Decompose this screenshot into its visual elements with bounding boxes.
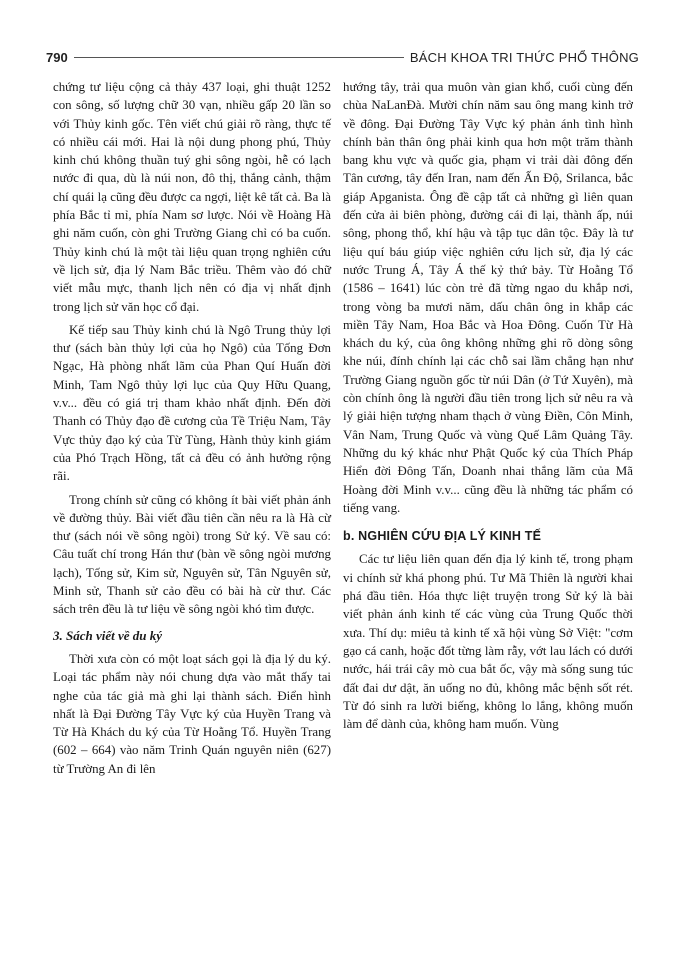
paragraph: Các tư liệu liên quan đến địa lý kinh tế, trong phạm vi chính sử khá phong phú. Tư Mã Thiên là người khai phá đầu tiên. Hóa thực liệt truyện trong Sử ký là bài viết phản ánh kinh tế các vùng của Trung Quốc thời xưa. Thí dụ: miêu tả kinh tế xã hội vùng Sở Việt: "cơm gạo cá canh, hoặc đốt từng làm rẫy, vớt lau lách có dưới nước, hái trái cây mò cua bắt ốc, vậy mà sống sung túc đất đai dư dật, ăn uống no đủ, không mắc bệnh sốt rét. Từ đó sinh ra lười biếng, không lo lắng, không muốn làm để dành của, không ham muốn. Vùng — [343, 552, 633, 732]
page-header — [46, 47, 639, 67]
header-rule — [74, 57, 404, 58]
paragraph: Kế tiếp sau Thủy kinh chú là Ngô Trung thủy lợi thư (sách bàn thủy lợi của họ Ngô) của Tống Đơn Ngạc, Hà phòng nhất lãm của Phan Quí Huấn đời Minh, Tam Ngô thủy lợi lục của Quy Hữu Quang, v.v... đều có giá trị tham khảo nhất định. Đến đời Thanh có Thủy đạo đề cương của Tề Triệu Nam, Tây Vực thủy đạo ký của Từ Tùng, Hành thủy kinh giám của Phó Trạch Hồng, tất cả đều có ảnh hưởng rộng rãi. — [53, 322, 331, 484]
right-column — [343, 78, 633, 733]
running-title: BÁCH KHOA TRI THỨC PHỔ THÔNG — [409, 49, 639, 65]
page-number: 790 — [46, 49, 68, 65]
section-heading: b. NGHIÊN CỨU ĐỊA LÝ KINH TẾ — [343, 529, 542, 544]
paragraph: chứng tư liệu cộng cả thảy 437 loại, ghi thuật 1252 con sông, số lượng chữ 30 vạn, nhiều gấp 20 lần so với Thủy kinh gốc. Tên viết chú giải rõ ràng, thực tế có nhiều cái mới. Hai là nội dung phong phú, Thủy kinh chú không thuần tuý ghi sông ngòi, hễ có lạch nước đi qua, dù là núi non, đô thị, thắng cảnh, thậm chí quái lạ cũng đều được ca ngợi, liệt kê tất cả. Ba là phía Bắc tỉ mỉ, phía Nam sơ lược. Nói về Hoàng Hà ghi năm cuốn, còn ghi Trường Giang chỉ có ba cuốn. Thủy kinh chú là một tài liệu quan trọng nghiên cứu về lịch sử, địa lý Nam Bắc triều. Thêm vào đó chữ viết mẫu mực, thanh lịch nên có địa vị nhất định trong lịch sử văn học cổ đại. — [53, 80, 331, 314]
paragraph: Trong chính sử cũng có không ít bài viết phản ánh về đường thủy. Bài viết đầu tiên cần nêu ra là Hà cừ thư (sách nói về sông ngòi) trong Sử ký. Về sau có: Câu tuất chí trong Hán thư (bàn về sông ngòi mương lạch), Tống sử, Kim sử, Nguyên sử, Tân Nguyên sử, Minh sử, Thanh sử cảo đều có bài hà cừ thư. Các sách trên đều là tư liệu về sông ngòi khó tìm được. — [53, 492, 331, 617]
section-heading: 3. Sách viết về du ký — [53, 627, 163, 643]
paragraph: Thời xưa còn có một loạt sách gọi là địa lý du ký. Loại tác phẩm này nói chung dựa vào mắt thấy tai nghe của tác giả mà ghi lại thành sách. Điển hình nhất là Đại Đường Tây Vực ký của Huyền Trang và Từ Hà Khách du ký của Từ Hoằng Tổ. Huyền Trang (602 – 664) vào năm Trinh Quán nguyên niên (627) từ Trường An đi lên — [53, 651, 331, 776]
paragraph: hướng tây, trải qua muôn vàn gian khổ, cuối cùng đến chùa NaLanĐà. Mười chín năm sau ông mang kinh trở về đông. Đại Đường Tây Vực ký phản ánh tình hình chính bản thân ông phải kinh qua hơn một trăm thành bang khu vực và quốc gia, phạm vi trải dài đông đến Tân cương, tây đến Iran, nam đến Ấn Độ, Srilanca, bắc giáp Apganista. Ông đề cập tất cả những gì liên quan đến cửa ải biên phòng, đường cái đi lại, thành ấp, núi sông, phong thổ, khí hậu và tập tục dân tộc. Đây là tư liệu quí báu giúp việc nghiên cứu lịch sử, địa lý các nước Trung Á, Tây Á thế kỷ thứ bảy. Từ Hoằng Tổ (1586 – 1641) lúc còn trẻ đã từng ngao du khắp nơi, trong vòng ba mươi năm, dấu chân ông in khắp các miền Tây Nam, Hoa Bắc và Hoa Đông. Cuốn Từ Hà khách du ký, của ông không những ghi rõ dòng sông khe núi, đính chính lại các chỗ sai lầm chẳng hạn như Trường Giang nguồn gốc từ núi Dân (ở Tứ Xuyên), mà còn chính ông là người đầu tiên trong lịch sử nêu ra và lý giải hiện tượng nham thạch ở vùng Điền, Côn Minh, Vân Nam, Trung Quốc và vùng Quế Lâm Quảng Tây. Những du ký khác như Phật Quốc ký của Thích Pháp Hiển đời Đông Tấn, Doanh nhai thắng lãm của Mã Hoàng đời Minh v.v... cũng đều là những tác phẩm có tiếng vang. — [343, 80, 633, 515]
left-column — [53, 78, 331, 778]
